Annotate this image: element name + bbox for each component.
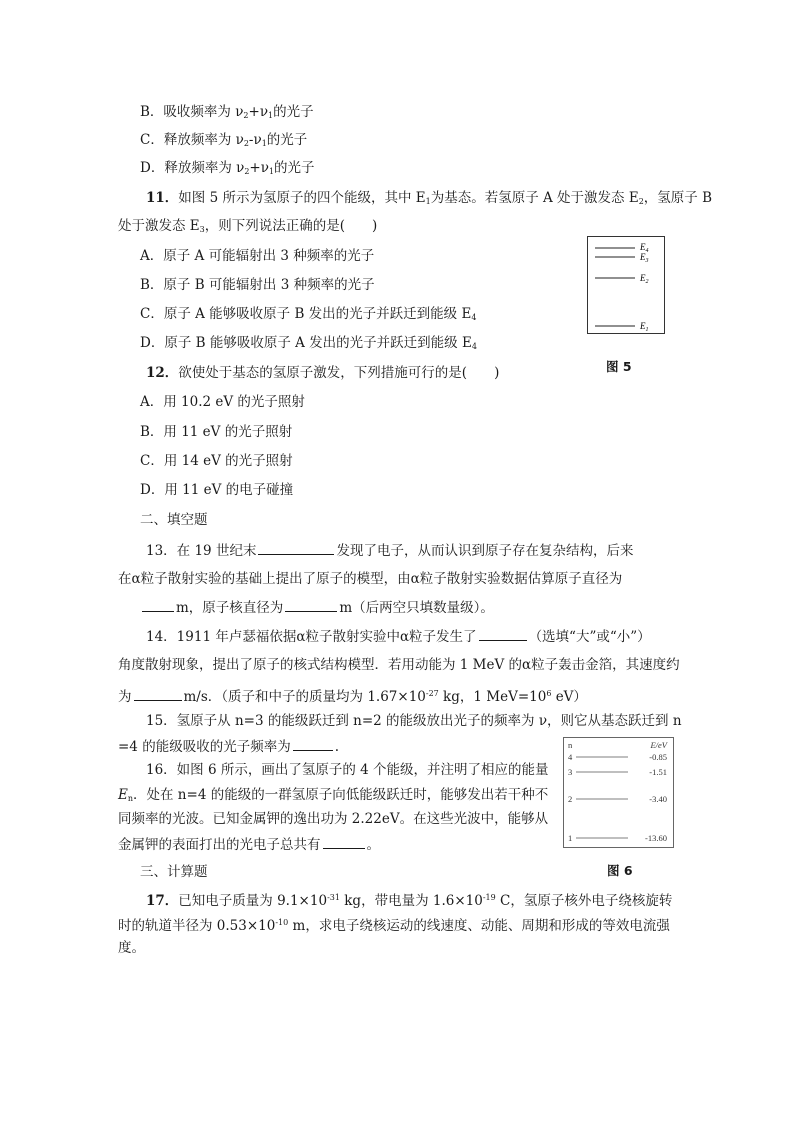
fig6-level-2-e: -3.40 [649,794,667,804]
fig6-level-4-n: 4 [568,752,573,762]
q13-blank-3[interactable] [285,598,337,612]
q12-stem: 12．欲使处于基态的氢原子激发，下列措施可行的是( ) [146,365,500,381]
q15-blank[interactable] [293,737,333,751]
q16-blank[interactable] [323,835,365,849]
fig5-level-3-label: $E_3$ [640,252,649,264]
q11-option-a: A．原子 A 可能辐射出 3 种频率的光子 [140,248,375,264]
q10-option-c: C．释放频率为 $\nu_2-\nu_1$的光子 [140,132,308,148]
fig6-level-3-n: 3 [568,767,573,777]
q11-option-d: D．原子 B 能够吸收原子 A 发出的光子并跃迁到能级 $E_4$ [140,335,477,351]
fig6-level-2-n: 2 [568,794,573,804]
q14-line-1: 14．1911 年卢瑟福依据α粒子散射实验中α粒子发生了 （选填“大”或“小”） [146,629,651,645]
q17-line-2: 时的轨道半径为 $0.53\times 10^{-10}$ m，求电子绕核运动的线速度、动能、周期和形成的等效电流强 [118,918,670,934]
fig6-level-1-n: 1 [568,833,573,843]
fig5-level-4-label: $E_4$ [640,242,649,254]
q12-option-a: A．用 10.2 eV 的光子照射 [140,394,305,410]
figure-5-caption: 图 5 [606,359,632,374]
q11-stem-cont: 处于激发态 $E_3$，则下列说法正确的是( ) [118,218,378,234]
q12-option-d: D．用 11 eV 的电子碰撞 [140,482,294,498]
fig6-level-4-e: -0.85 [649,752,667,762]
fig5-level-2-label: $E_2$ [640,273,649,285]
fig6-level-3-e: -1.51 [649,767,667,777]
q16-line-3: 同频率的光波。已知金属钾的逸出功为 2.22eV。在这些光波中，能够从 [118,811,549,827]
q13-blank-2[interactable] [142,598,174,612]
q17-line-1: 17．已知电子质量为 $9.1\times 10^{-31}$ kg，带电量为 $1.6\times 10^{-19}$ C，氢原子核外电子绕核旋转 [146,893,673,909]
q16-line-2: $E_n$．处在 n=4 的能级的一群氢原子向低能级跃迁时，能够发出若干种不 [118,787,549,803]
fig5-level-1-label: $E_1$ [640,321,649,333]
q13-line-1: 13．在 19 世纪末 发现了电子，从而认识到原子存在复杂结构，后来 [146,543,634,559]
q15-line-1: 15．氢原子从 n=3 的能级跃迁到 n=2 的能级放出光子的频率为 ν，则它从基态跃迁到 n [146,713,682,729]
figure-6-caption: 图 6 [607,863,633,878]
fig6-header-e: E/eV [650,740,667,750]
q11-stem: 11．如图 5 所示为氢原子的四个能级，其中 $E_1$为基态。若氢原子 A 处于激发态 $E_2$，氢原子 B [146,190,713,206]
section-fill-in-heading: 二、填空题 [140,512,208,528]
q14-line-2: 角度散射现象，提出了原子的核式结构模型．若用动能为 1 MeV 的α粒子轰击金箔，其速度约 [118,657,680,673]
fig6-header-n: n [568,740,573,750]
fig6-level-1-e: -13.60 [645,833,667,843]
q13-blank-1[interactable] [258,541,334,555]
q11-option-b: B．原子 B 可能辐射出 3 种频率的光子 [140,277,375,293]
q14-blank-2[interactable] [134,687,182,701]
q15-line-2: =4 的能级吸收的光子频率为 . [118,739,339,755]
q11-option-c: C．原子 A 能够吸收原子 B 发出的光子并跃迁到能级 $E_4$ [140,306,477,322]
q13-line-3: m，原子核直径为 m（后两空只填数量级）。 [140,598,494,617]
figure-6-energy-levels [563,737,674,848]
q13-line-2: 在α粒子散射实验的基础上提出了原子的模型，由α粒子散射实验数据估算原子直径为 [118,571,623,587]
q16-line-4: 金属钾的表面打出的光电子总共有 。 [118,837,380,853]
q14-blank-1[interactable] [479,627,527,641]
section-calculation-heading: 三、计算题 [140,864,208,880]
q17-line-3: 度。 [118,940,145,956]
figure-5-energy-levels [587,236,665,334]
q10-option-d: D．释放频率为 $\nu_2+\nu_1$的光子 [140,160,315,176]
q12-option-b: B．用 11 eV 的光子照射 [140,424,293,440]
q14-line-3: 为 m/s．（质子和中子的质量均为 $1.67\times 10^{-27}$ kg，1 $MeV=10^6$ eV） [118,689,587,705]
q10-option-b: B．吸收频率为 $\nu_2+\nu_1$的光子 [140,104,314,120]
q12-option-c: C．用 14 eV 的光子照射 [140,453,293,469]
q16-line-1: 16．如图 6 所示，画出了氢原子的 4 个能级，并注明了相应的能量 [146,762,549,778]
